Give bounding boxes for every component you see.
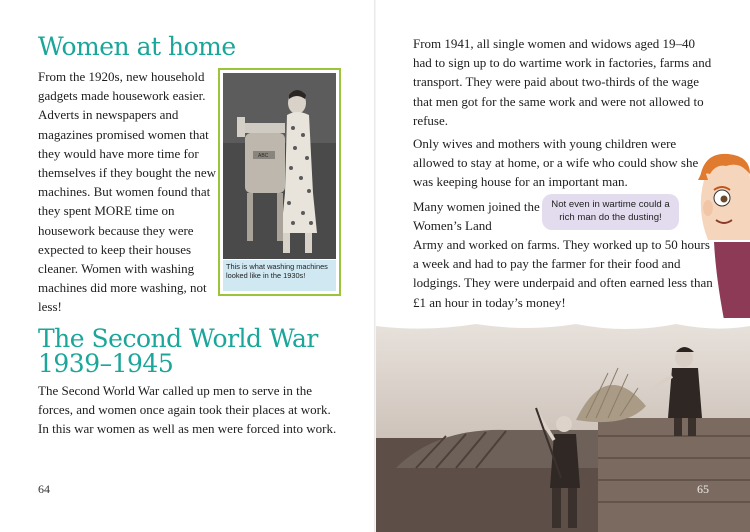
washing-machine-photo-frame bbox=[218, 68, 341, 296]
washing-machine-photo bbox=[223, 73, 336, 259]
second-world-war-text: The Second World War called up men to serve in the forces, and women once again took their places at work. In this war women as well as men were forced into work. bbox=[38, 383, 337, 437]
speech-bubble: Not even in wartime could a rich man do the dusting! bbox=[542, 194, 679, 230]
heading-second-world-war: The Second World War 1939–1945 bbox=[38, 324, 318, 378]
womens-land-army-photo bbox=[376, 318, 750, 532]
svg-text:ABC: ABC bbox=[258, 153, 269, 159]
wartime-work-paragraph: From 1941, all single women and widows aged 19–40 had to sign up to do wartime work in factories, farms and transport. They were paid about two-thirds of the wage that men got for the same work and were not allowed to refuse. bbox=[413, 36, 712, 128]
heading-women-at-home: Women at home bbox=[38, 32, 236, 61]
page-number-right: 65 bbox=[697, 482, 709, 496]
women-at-home-text: From the 1920s, new household gadgets made housework easier. Adverts in newspapers and magazines promised women that they would have more time for themselves if they bought the new machines. But women found that they spent MORE time on housework because they were expected to keep their houses cleaner. Women with washing machines did more washing, not less! bbox=[38, 69, 216, 315]
land-army-paragraph-start: Many women joined the Women’s Land bbox=[413, 199, 540, 234]
cartoon-boy-icon bbox=[686, 150, 750, 330]
land-army-illustration bbox=[376, 318, 750, 532]
page-number-left: 64 bbox=[38, 482, 50, 496]
photo-caption: This is what washing machines looked like in the 1930s! bbox=[223, 260, 336, 291]
stay-at-home-paragraph: Only wives and mothers with young children were allowed to stay at home, or a wife who could show she was keeping house for an important man. bbox=[413, 136, 699, 190]
washing-machine-illustration bbox=[223, 73, 336, 259]
land-army-paragraph-rest: Army and worked on farms. They worked up to 50 hours a week and had to pay the farmer for their food and lodgings. They were underpaid and often earned less than £1 an hour in today’s money! bbox=[413, 237, 713, 310]
